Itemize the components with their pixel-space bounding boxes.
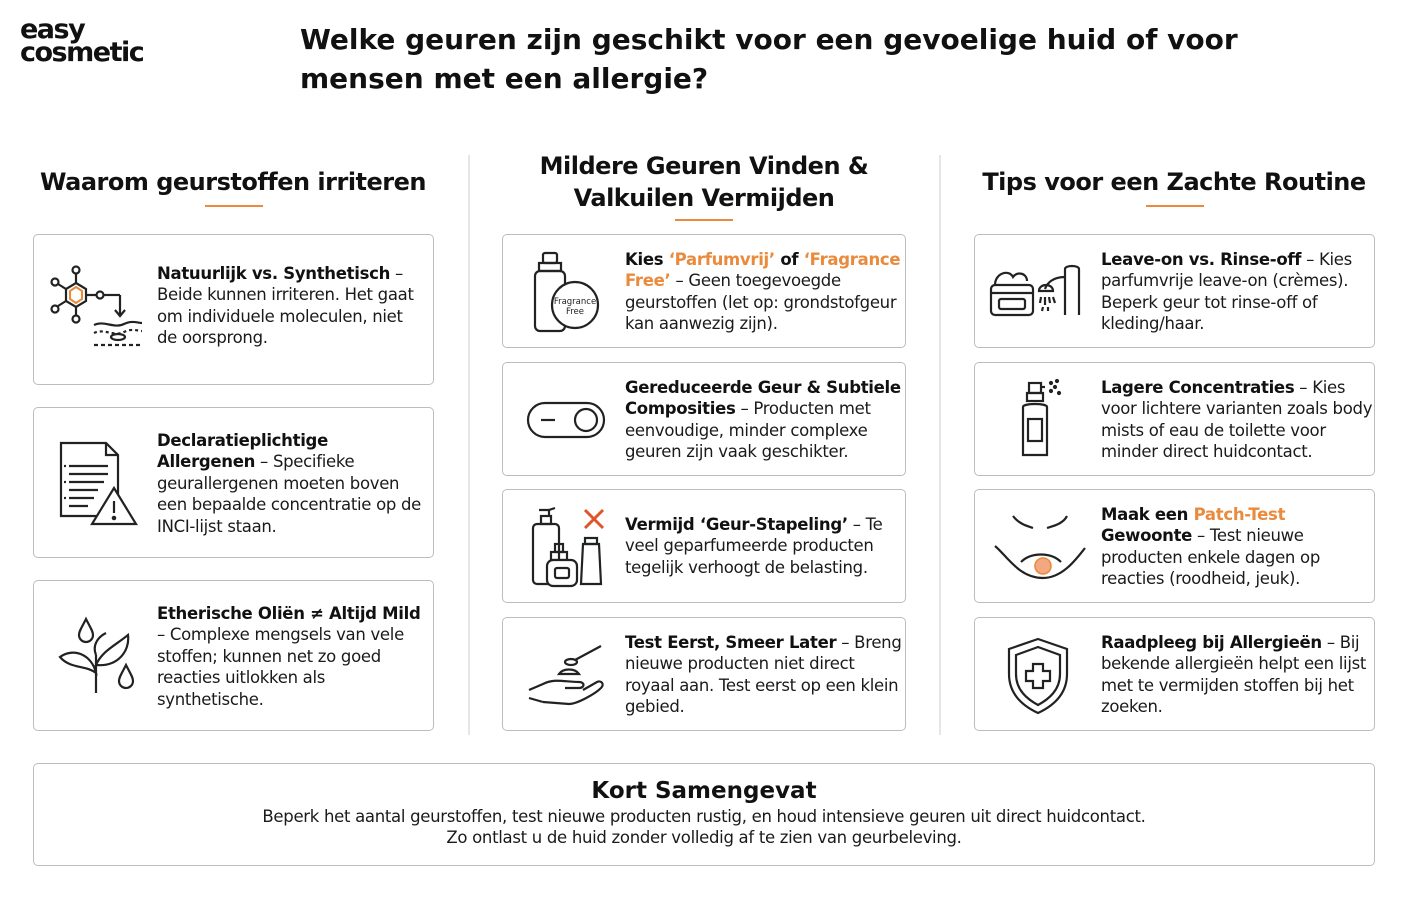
info-card bbox=[33, 407, 434, 558]
card-title-part: of bbox=[774, 250, 804, 269]
card-title: Raadpleeg bij Allergieën bbox=[1101, 633, 1322, 652]
info-card bbox=[974, 489, 1375, 603]
brand-logo bbox=[20, 14, 190, 68]
summary-title: Kort Samengevat bbox=[591, 778, 817, 804]
info-card bbox=[502, 362, 906, 476]
card-body: – Breng nieuwe producten niet direct royaal aan. Test eerst op een klein gebied. bbox=[625, 633, 902, 717]
card-title: Declaratieplichtige Allergenen bbox=[157, 431, 328, 472]
card-body: – Complexe mengsels van vele stoffen; kunnen net zo goed reacties uitlokken als synthetische. bbox=[157, 625, 404, 709]
info-card bbox=[33, 580, 434, 731]
card-title: Natuurlijk vs. Synthetisch bbox=[157, 264, 391, 283]
card-title: Gereduceerde Geur & Subtiele Composities bbox=[625, 378, 901, 419]
leaf-drops-icon bbox=[56, 615, 141, 695]
card-text bbox=[1101, 504, 1373, 590]
card-text bbox=[625, 249, 903, 335]
card-title-part: Kies bbox=[625, 250, 669, 269]
hand-test-icon bbox=[525, 638, 609, 714]
heading-underline bbox=[675, 219, 733, 221]
card-body: – Bij bekende allergieën helpt een lijst met te vermijden stoffen bij het zoeken. bbox=[1101, 633, 1367, 717]
badge-line-2: Free bbox=[565, 307, 585, 317]
column-heading-3: Tips voor een Zachte Routine bbox=[982, 168, 1366, 196]
spray-bottle-icon bbox=[1019, 379, 1067, 461]
summary-box bbox=[33, 763, 1375, 866]
card-title-part: Maak een bbox=[1101, 505, 1194, 524]
card-body: – Kies voor lichtere varianten zoals body mists of eau de toilette voor minder direct huidcontact. bbox=[1101, 378, 1373, 462]
card-text bbox=[1101, 249, 1373, 335]
molecule-skin-icon bbox=[48, 265, 148, 355]
summary-line-1: Beperk het aantal geurstoffen, test nieuwe producten rustig, en houd intensieve geuren uit direct huidcontact. bbox=[262, 807, 1146, 826]
document-warning-icon bbox=[56, 438, 141, 528]
info-card bbox=[974, 362, 1375, 476]
logo-line-2: cosmetic bbox=[20, 37, 144, 68]
info-card bbox=[502, 489, 906, 603]
card-body: – Te veel geparfumeerde producten tegelijk verhoogt de belasting. bbox=[625, 515, 883, 577]
page-title: Welke geuren zijn geschikt voor een gevoelige huid of voor mensen met een allergie? bbox=[300, 23, 1238, 95]
card-text bbox=[1101, 632, 1373, 718]
card-text bbox=[625, 514, 903, 578]
info-card bbox=[33, 234, 434, 385]
summary-line-2: Zo ontlast u de huid zonder volledig af te zien van geurbeleving. bbox=[446, 828, 962, 847]
fragrance-free-bottle-icon bbox=[529, 249, 609, 335]
info-card bbox=[502, 234, 906, 348]
card-text bbox=[157, 430, 427, 537]
card-text bbox=[1101, 377, 1373, 463]
card-text bbox=[157, 603, 427, 710]
card-title: Lagere Concentraties bbox=[1101, 378, 1295, 397]
column-heading-2-line2: Valkuilen Vermijden bbox=[573, 184, 835, 212]
card-title: Test Eerst, Smeer Later bbox=[625, 633, 837, 652]
column-heading-2-line1: Mildere Geuren Vinden & bbox=[539, 152, 869, 180]
column-heading-1: Waarom geurstoffen irriteren bbox=[40, 168, 426, 196]
card-body: – Kies parfumvrije leave-on (crèmes). Beperk geur tot rinse-off of kleding/haar. bbox=[1101, 250, 1352, 334]
shield-cross-icon bbox=[1005, 636, 1071, 716]
patch-test-icon bbox=[993, 512, 1087, 582]
cream-shower-icon bbox=[987, 263, 1091, 319]
heading-underline bbox=[1146, 205, 1204, 207]
card-title-part: Gewoonte bbox=[1101, 526, 1193, 546]
card-body: – Specifieke geurallergenen moeten boven een bepaalde concentratie op de INCI-lijst staan. bbox=[157, 452, 422, 536]
logo-line-1: easy bbox=[20, 14, 85, 45]
toggle-low-icon bbox=[525, 399, 607, 441]
badge-line-1: Fragrance bbox=[553, 297, 597, 307]
card-text bbox=[625, 632, 903, 718]
column-divider bbox=[939, 155, 941, 735]
card-body: – Beide kunnen irriteren. Het gaat om individuele moleculen, niet de oorsprong. bbox=[157, 264, 414, 348]
card-body: – Geen toegevoegde geurstoffen (let op: grondstofgeur kan aanwezig zijn). bbox=[625, 271, 897, 334]
info-card bbox=[502, 617, 906, 731]
stacked-products-icon bbox=[525, 504, 611, 590]
column-divider bbox=[468, 155, 470, 735]
card-highlight: ‘Parfumvrij’ bbox=[668, 250, 775, 269]
card-title: Leave-on vs. Rinse-off bbox=[1101, 250, 1302, 269]
card-text bbox=[157, 263, 427, 349]
card-highlight: ‘Fragrance Free’ bbox=[625, 250, 901, 291]
card-title: Etherische Oliën ≠ Altijd Mild bbox=[157, 604, 421, 623]
card-title: Vermijd ‘Geur-Stapeling’ bbox=[625, 515, 848, 534]
card-text bbox=[625, 377, 903, 463]
column-heading-2 bbox=[503, 150, 905, 214]
card-body: – Test nieuwe producten enkele dagen op reacties (roodheid, jeuk). bbox=[1101, 526, 1321, 589]
info-card bbox=[974, 234, 1375, 348]
card-body: – Producten met eenvoudige, minder complexe geuren zijn vaak geschikter. bbox=[625, 399, 871, 462]
card-highlight: Patch-Test bbox=[1193, 505, 1286, 524]
info-card bbox=[974, 617, 1375, 731]
heading-underline bbox=[205, 205, 263, 207]
